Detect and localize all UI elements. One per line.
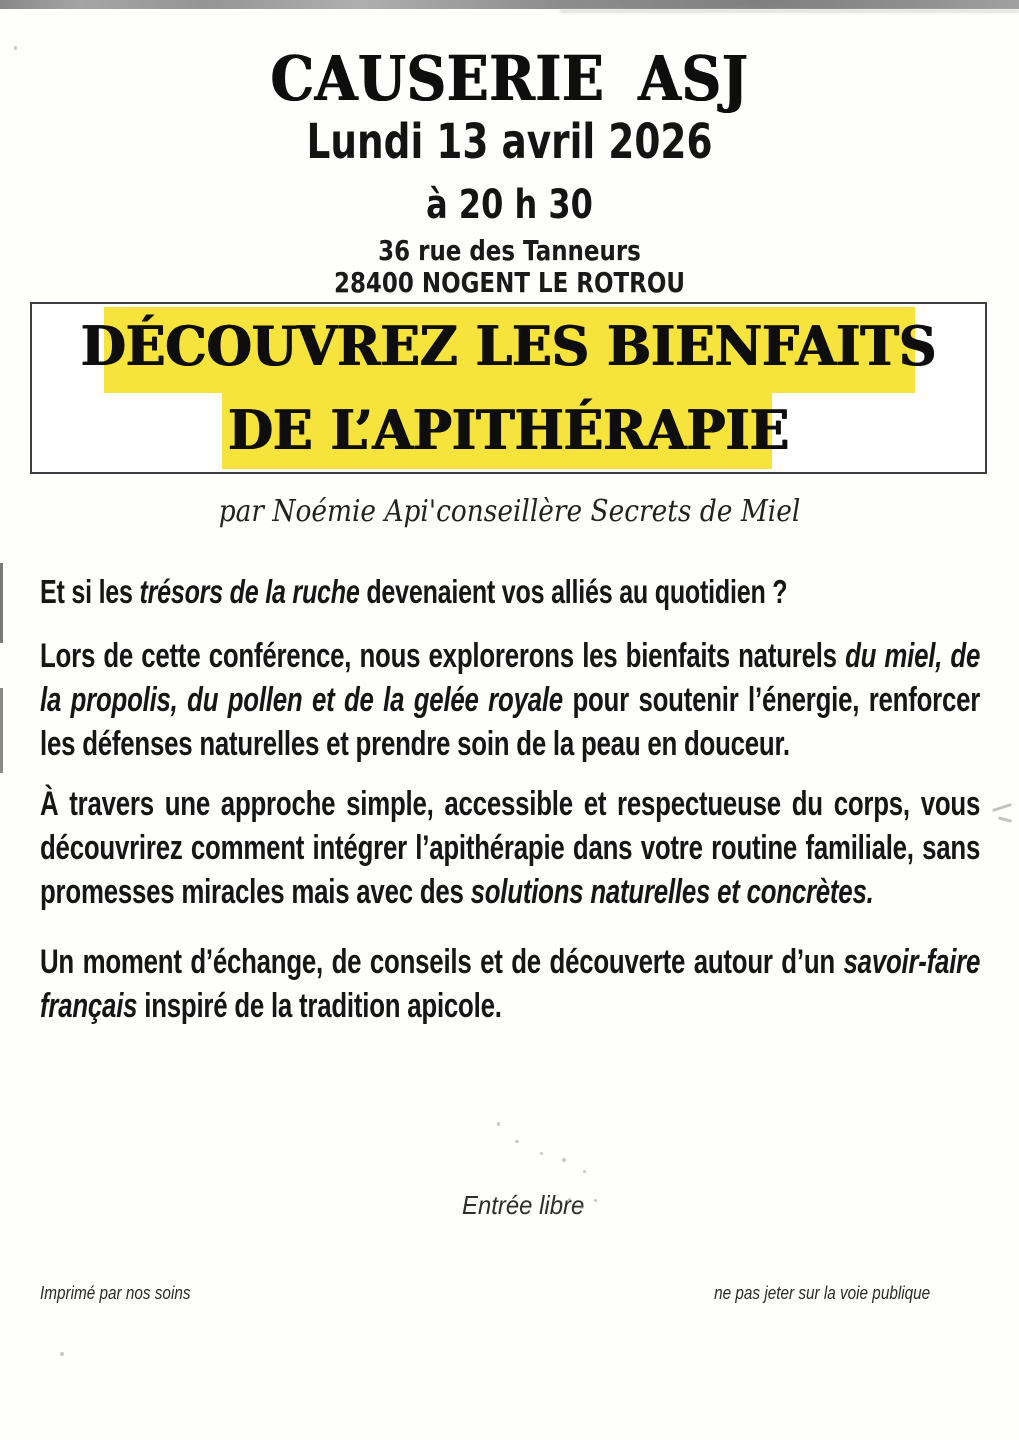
paragraph-intro: Et si les trésors de la ruche devenaient vos alliés au quotidien ? <box>40 573 788 610</box>
page-title: CAUSERIE ASJ <box>270 42 749 115</box>
address-city: 28400 NOGENT LE ROTROU <box>333 266 686 299</box>
scan-edge-top-fuzz <box>560 9 1019 13</box>
body-copy <box>40 570 980 1028</box>
speaker-byline: par Noémie Api'conseillère Secrets de Miel <box>218 494 801 529</box>
scan-speck <box>515 1140 519 1143</box>
scan-speck <box>594 1199 597 1202</box>
scan-speck <box>583 1170 586 1173</box>
headline-line-1: DÉCOUVREZ LES BIENFAITS <box>80 314 937 378</box>
scan-edge-left <box>0 563 3 643</box>
event-date: Lundi 13 avril 2026 <box>306 114 713 170</box>
address-street: 36 rue des Tanneurs <box>378 234 641 267</box>
event-time: à 20 h 30 <box>426 182 593 228</box>
paragraph-conference: Lors de cette conférence, nous explorerons les bienfaits naturels du miel, de la propolis, du pollen et de la gelée royale pour soutenir l’énergie, renforcer les défenses naturelles et prendre soin de la peau en douceur. <box>40 637 981 763</box>
scan-edge-left <box>0 688 3 773</box>
entrance-note: Entrée libre <box>462 1190 585 1220</box>
paragraph-approche: À travers une approche simple, accessible et respectueuse du corps, vous découvrirez comment intégrer l’apithérapie dans votre routine familiale, sans promesses miracles mais avec des solutions naturelles et concrètes. <box>40 785 981 911</box>
scan-speck <box>540 1152 543 1155</box>
footer-litter-note: ne pas jeter sur la voie publique <box>713 1283 930 1303</box>
scan-speck <box>497 1122 500 1126</box>
headline-line-2: DE L’APITHÉRAPIE <box>227 398 790 462</box>
scan-speck <box>580 1205 584 1209</box>
scan-mark <box>992 803 1012 812</box>
scan-speck <box>568 1198 571 1201</box>
scan-speck <box>60 1352 64 1356</box>
scan-edge-top <box>0 0 1019 9</box>
footer-printed-note: Imprimé par nos soins <box>40 1283 191 1303</box>
scan-mark <box>998 816 1012 822</box>
headline-box <box>30 302 987 474</box>
scan-speck <box>14 46 17 50</box>
scan-speck <box>562 1158 566 1162</box>
paragraph-moment: Un moment d’échange, de conseils et de découverte autour d’un savoir-faire français inspiré de la tradition apicole. <box>40 943 981 1025</box>
